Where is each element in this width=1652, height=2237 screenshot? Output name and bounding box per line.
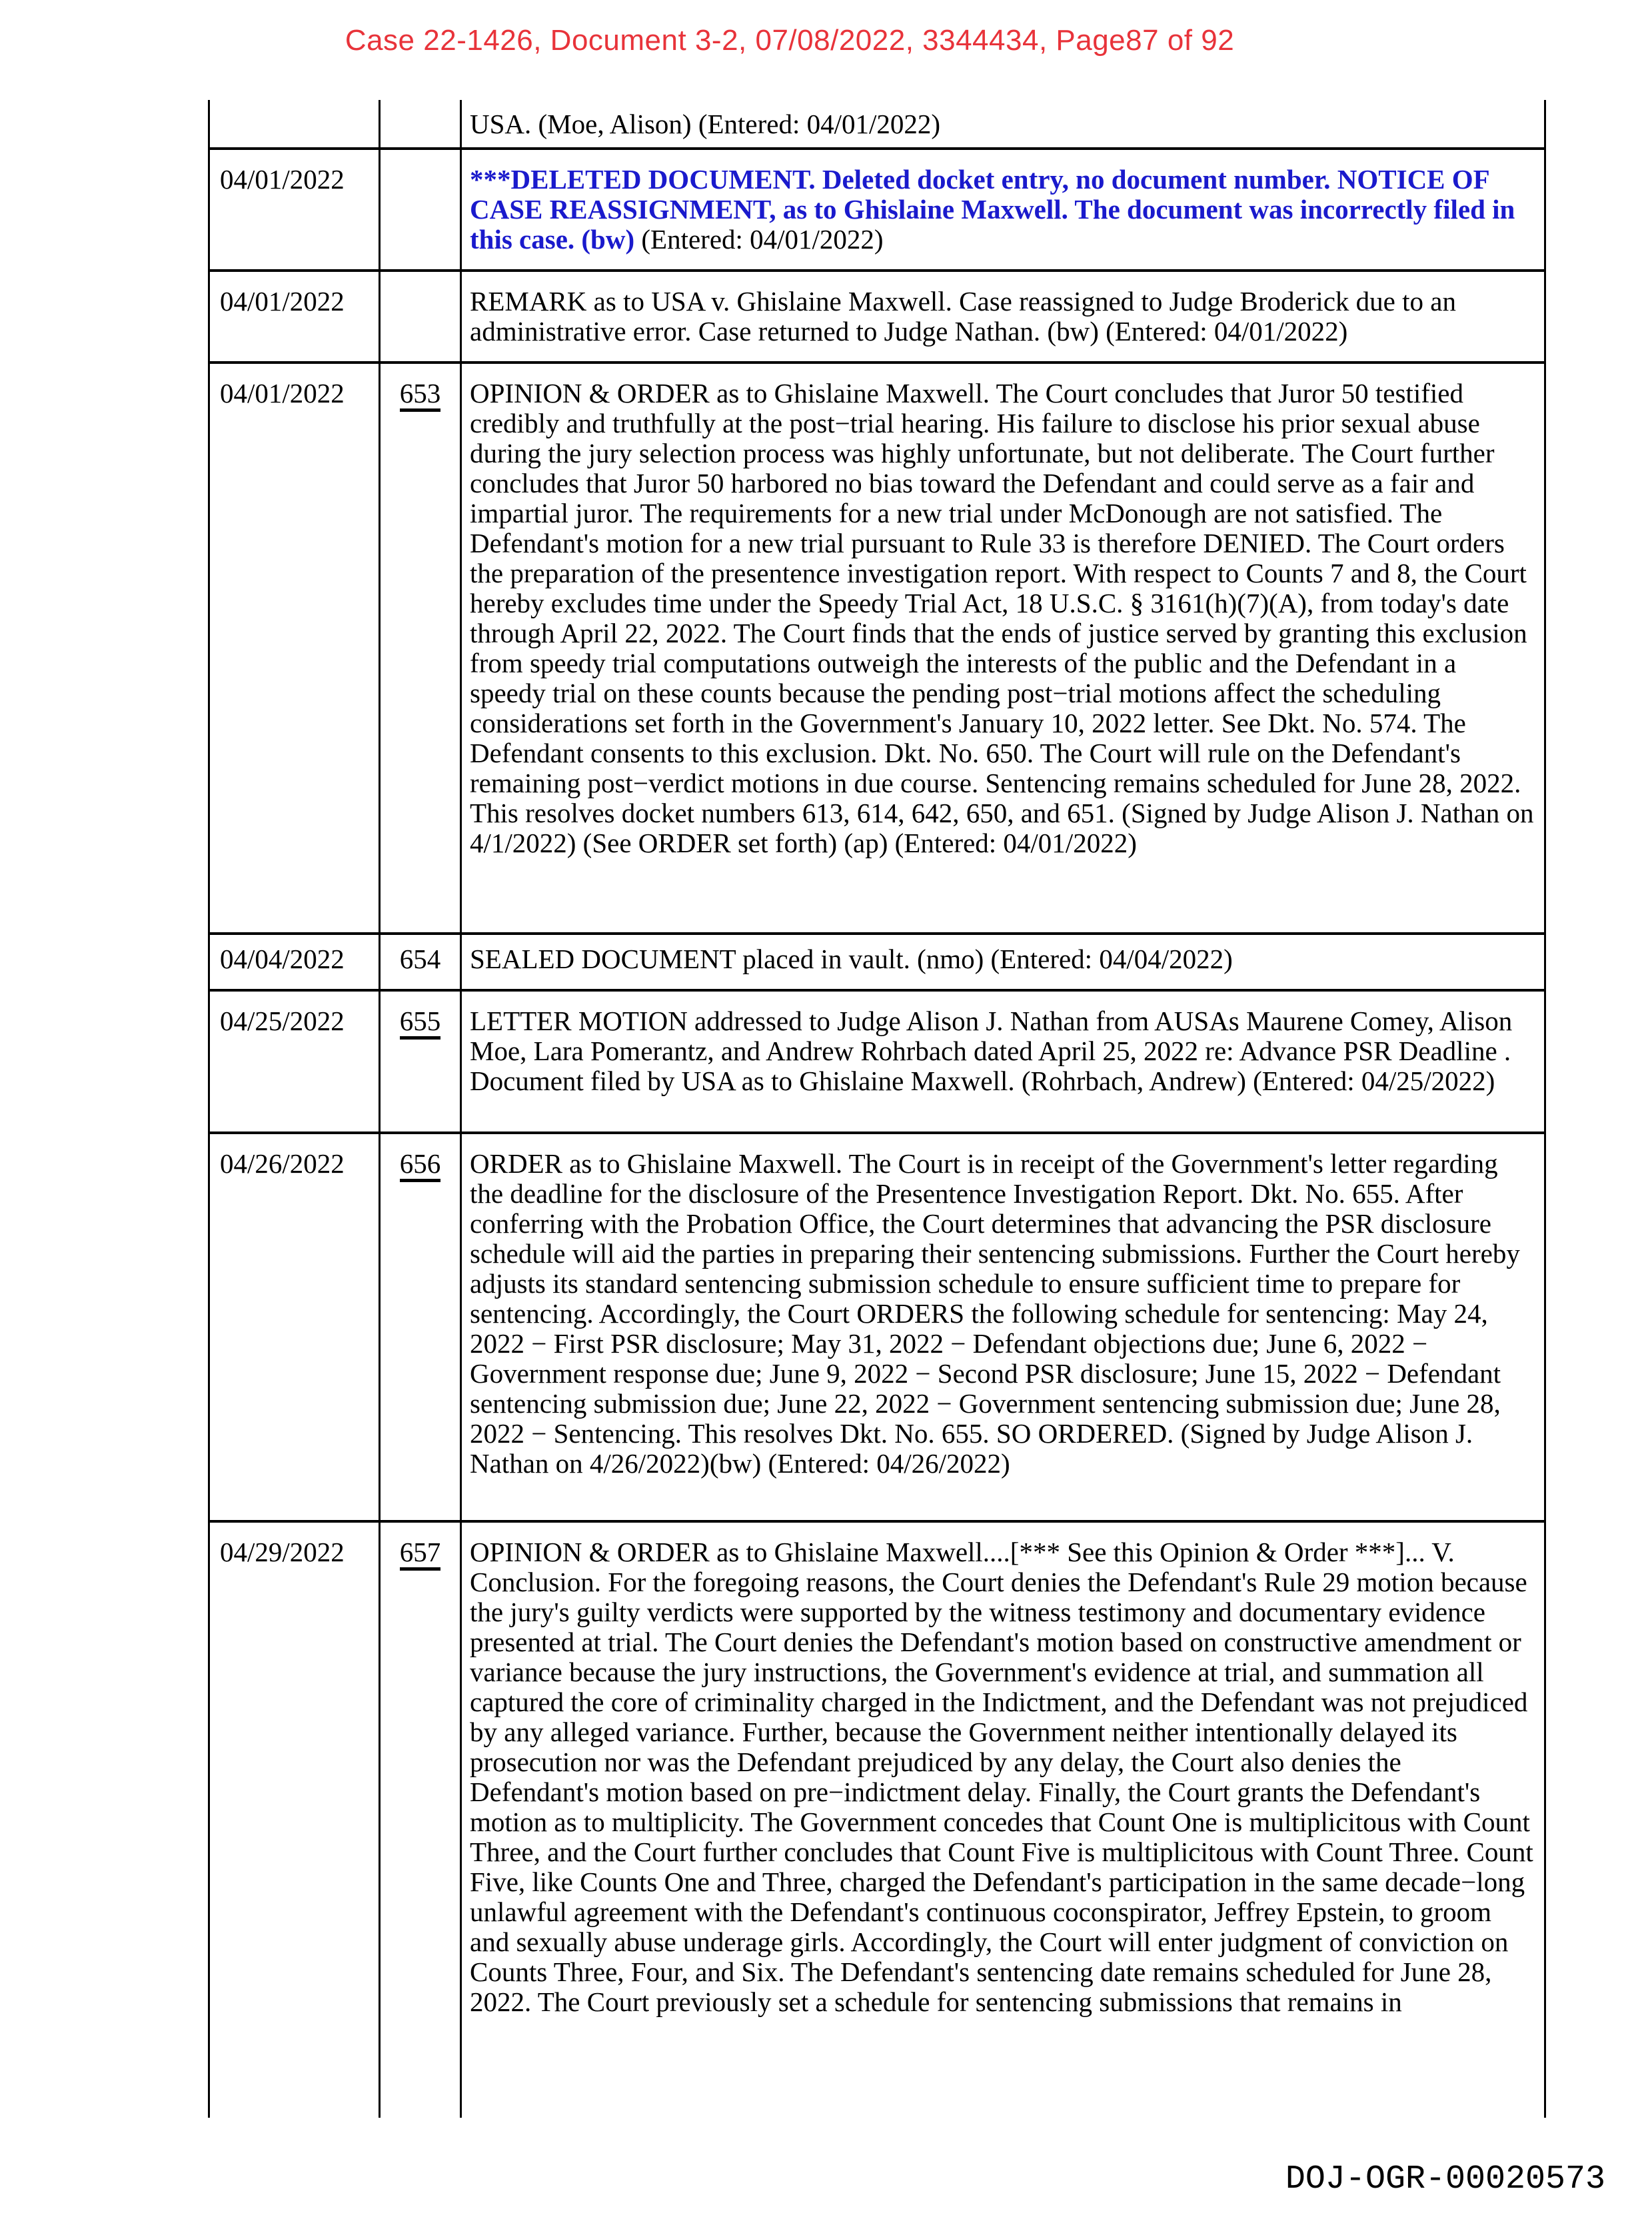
date-cell: 04/29/2022 (210, 1523, 381, 2118)
table-row-deleted-document (210, 150, 1544, 272)
docket-text-cell (462, 992, 1544, 1131)
doc-number-cell (381, 1134, 462, 1520)
docket-table (208, 100, 1546, 2118)
doc-number-cell (381, 364, 462, 932)
docket-entry-text: LETTER MOTION addressed to Judge Alison J. Nathan from AUSAs Maurene Comey, Alison Moe, Lara Pomerantz, and Andrew Rohrbach dated April 25, 2022 re: Advance PSR Deadline . Document filed by USA as to Ghislaine Maxwell. (Rohrbach, Andrew) (Entered: 04/25/2022) (470, 1006, 1513, 1096)
docket-text-cell (462, 272, 1544, 361)
table-row-653 (210, 364, 1544, 935)
docket-entry-text: OPINION & ORDER as to Ghislaine Maxwell. The Court concludes that Juror 50 testified credibly and truthfully at the post−trial hearing. His failure to disclose his prior sexual abuse during the jury selection process was highly unfortunate, but not deliberate. The Court further concludes that Juror 50 harbored no bias toward the Defendant and could serve as a fair and impartial juror. The requirements for a new trial under McDonough are not satisfied. The Defendant's motion for a new trial pursuant to Rule 33 is therefore DENIED. The Court orders the preparation of the presentence investigation report. With respect to Counts 7 and 8, the Court hereby excludes time under the Speedy Trial Act, 18 U.S.C. § 3161(h)(7)(A), from today's date through April 22, 2022. The Court finds that the ends of justice served by granting this exclusion from speedy trial computations outweigh the interests of the public and the Defendant in a speedy trial on these counts because the pending post−trial motions affect the scheduling considerations set forth in the Government's January 10, 2022 letter. See Dkt. No. 574. The Defendant consents to this exclusion. Dkt. No. 650. The Court will rule on the Defendant's remaining post−verdict motions in due course. Sentencing remains scheduled for June 28, 2022. This resolves docket numbers 613, 614, 642, 650, and 651. (Signed by Judge Alison J. Nathan on 4/1/2022) (See ORDER set forth) (ap) (Entered: 04/01/2022) (470, 378, 1534, 858)
bates-number: DOJ-OGR-00020573 (1285, 2160, 1605, 2198)
doc-number-cell (381, 100, 462, 147)
table-row-656 (210, 1134, 1544, 1523)
date-cell: 04/01/2022 (210, 150, 381, 269)
docket-entry-text: ORDER as to Ghislaine Maxwell. The Court is in receipt of the Government's letter regarding the deadline for the disclosure of the Presentence Investigation Report. Dkt. No. 655. After conferring with the Probation Office, the Court determines that advancing the PSR disclosure schedule will aid the parties in preparing their sentencing submissions. Further the Court hereby adjusts its standard sentencing submission schedule to ensure sufficient time to prepare for sentencing. Accordingly, the Court ORDERS the following schedule for sentencing: May 24, 2022 − First PSR disclosure; May 31, 2022 − Defendant objections due; June 6, 2022 − Government response due; June 9, 2022 − Second PSR disclosure; June 15, 2022 − Defendant sentencing submission due; June 22, 2022 − Government sentencing submission due; June 28, 2022 − Sentencing. This resolves Dkt. No. 655. SO ORDERED. (Signed by Judge Alison J. Nathan on 4/26/2022)(bw) (Entered: 04/26/2022) (470, 1148, 1520, 1479)
table-row-657 (210, 1523, 1544, 2118)
doc-number-link-655[interactable]: 655 (400, 1008, 441, 1040)
docket-entry-text: OPINION & ORDER as to Ghislaine Maxwell....[*** See this Opinion & Order ***]... V. Conclusion. For the foregoing reasons, the Court denies the Defendant's Rule 29 motion because the jury's guilty verdicts were supported by the witness testimony and documentary evidence presented at trial. The Court denies the Defendant's motion based on constructive amendment or variance because the jury instructions, the Government's evidence at trial, and summation all captured the core of criminality charged in the Indictment, and the Defendant was not prejudiced by any alleged variance. Further, because the Government neither intentionally delayed its prosecution nor was the Defendant prejudiced by any delay, the Court also denies the Defendant's motion based on pre−indictment delay. Finally, the Court grants the Defendant's motion as to multiplicity. The Government concedes that Count One is multiplicitous with Count Three, and the Court further concludes that Count Five is multiplicitous with Count Three. Count Five, like Counts One and Three, charged the Defendant's participation in the same decade−long unlawful agreement with the Defendant's continuous coconspirator, Jeffrey Epstein, to groom and sexually abuse underage girls. Accordingly, the Court will enter judgment of conviction on Counts Three, Four, and Six. The Defendant's sentencing date remains scheduled for June 28, 2022. The Court previously set a schedule for sentencing submissions that remains in (470, 1537, 1533, 2017)
docket-text-cell (462, 1134, 1544, 1520)
table-row-655 (210, 992, 1544, 1134)
docket-entry-text: SEALED DOCUMENT placed in vault. (nmo) (Entered: 04/04/2022) (470, 944, 1233, 974)
docket-text-cell (462, 100, 1544, 147)
docket-text-cell (462, 364, 1544, 932)
doc-number-cell (381, 150, 462, 269)
table-row-remark (210, 272, 1544, 364)
case-stamp-header: Case 22-1426, Document 3-2, 07/08/2022, 3344434, Page87 of 92 (345, 24, 1235, 57)
docket-text-cell (462, 150, 1544, 269)
docket-entry-text: USA. (Moe, Alison) (Entered: 04/01/2022) (470, 109, 941, 139)
table-row-continuation (210, 100, 1544, 150)
doc-number-cell (381, 272, 462, 361)
date-cell (210, 100, 381, 147)
doc-number-link-656[interactable]: 656 (400, 1150, 441, 1182)
doc-number-cell (381, 1523, 462, 2118)
docket-text-cell (462, 1523, 1544, 2118)
doc-number-cell (381, 992, 462, 1131)
date-cell: 04/04/2022 (210, 935, 381, 989)
date-cell: 04/25/2022 (210, 992, 381, 1131)
doc-number-link-653[interactable]: 653 (400, 380, 441, 412)
table-row-654 (210, 935, 1544, 992)
date-cell: 04/26/2022 (210, 1134, 381, 1520)
date-cell: 04/01/2022 (210, 272, 381, 361)
docket-text-cell (462, 935, 1544, 989)
doc-number-cell: 654 (381, 935, 462, 989)
date-cell: 04/01/2022 (210, 364, 381, 932)
entered-date-text: (Entered: 04/01/2022) (634, 224, 884, 255)
docket-entry-text: REMARK as to USA v. Ghislaine Maxwell. Case reassigned to Judge Broderick due to an administrative error. Case returned to Judge Nathan. (bw) (Entered: 04/01/2022) (470, 286, 1456, 347)
deleted-entry-text: ***DELETED DOCUMENT. Deleted docket entry, no document number. NOTICE OF CASE REASSIGNMENT, as to Ghislaine Maxwell. The document was incorrectly filed in this case. (bw) (470, 164, 1515, 255)
doc-number-link-657[interactable]: 657 (400, 1539, 441, 1571)
